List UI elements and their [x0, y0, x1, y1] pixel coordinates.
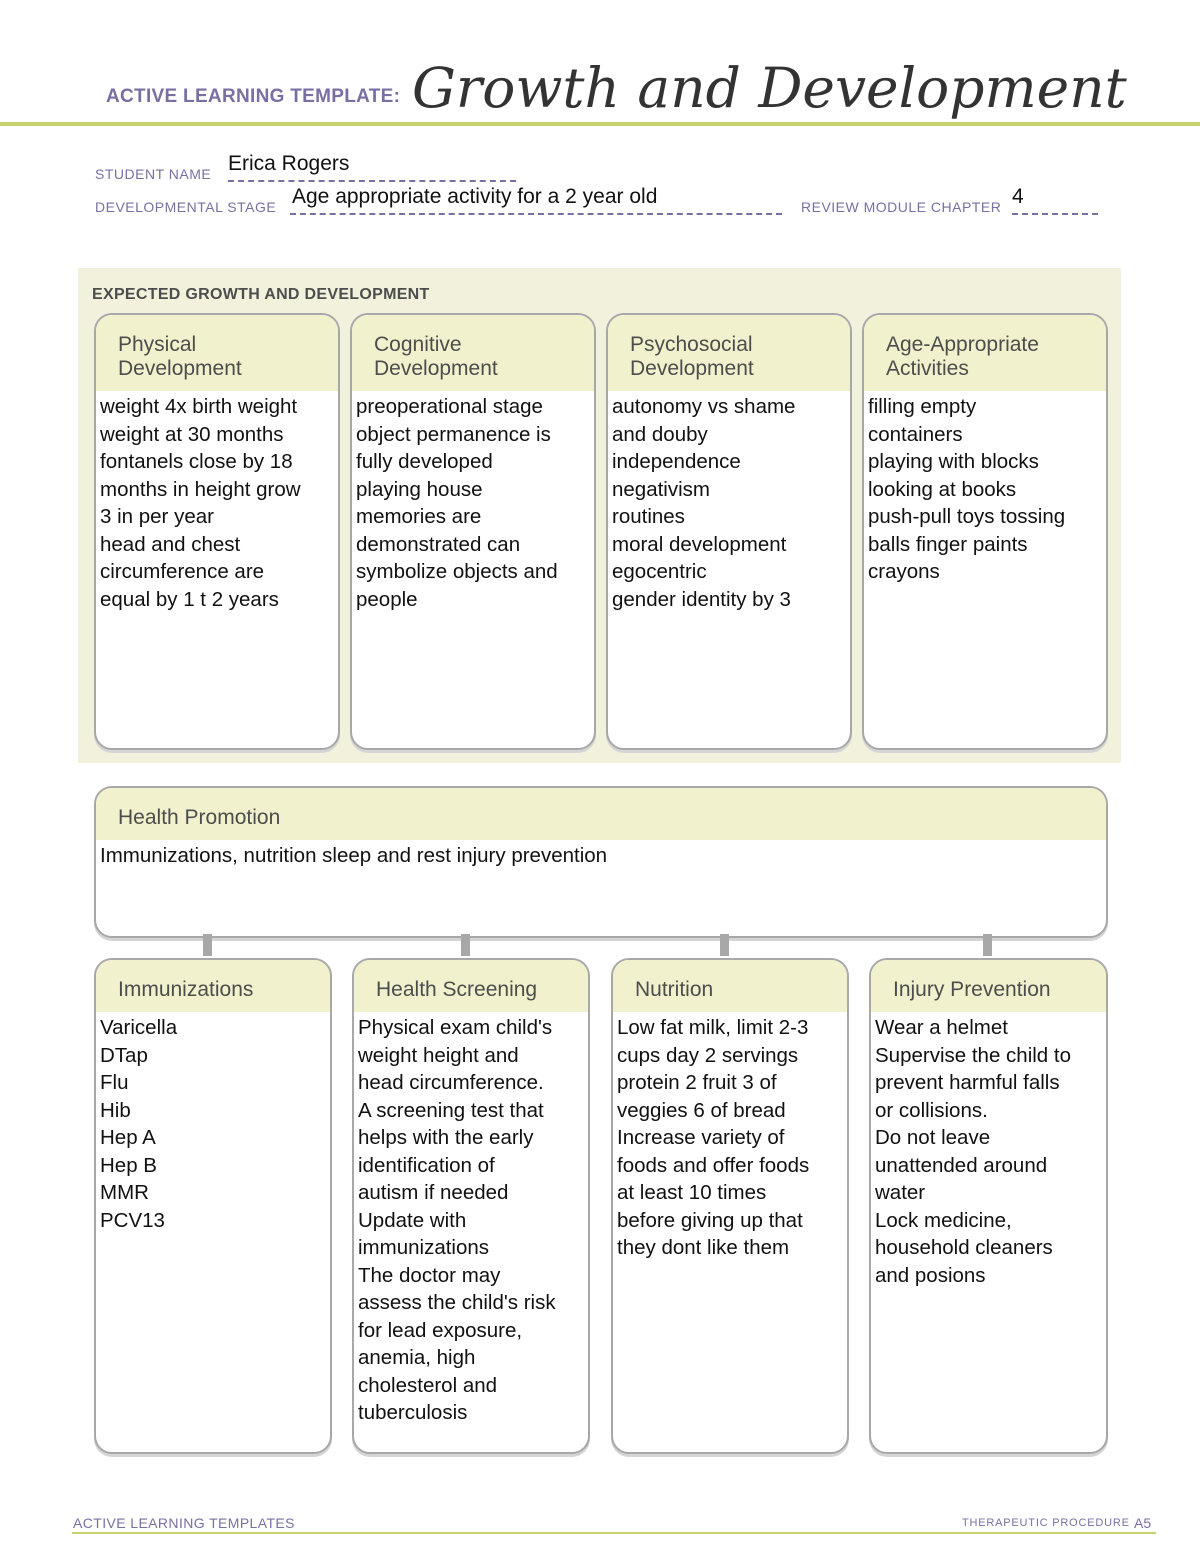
health-screening-card	[352, 958, 590, 1454]
psychosocial-development-card	[606, 313, 852, 750]
psychosocial-development-field[interactable]: autonomy vs shame and douby independence negativism routines moral development egocentric gender identity by 3	[612, 395, 796, 611]
cognitive-development-field[interactable]: preoperational stage object permanence is fully developed playing house memories are demonstrated can symbolize objects and people	[356, 395, 558, 611]
age-appropriate-activities-card	[862, 313, 1108, 750]
age-appropriate-activities-field[interactable]: filling empty containers playing with blocks looking at books push-pull toys tossing balls finger paints crayons	[868, 395, 1066, 583]
developmental-stage-field[interactable]: Age appropriate activity for a 2 year old	[292, 185, 658, 208]
immunizations-card	[94, 958, 332, 1454]
connector	[203, 934, 212, 956]
injury-prevention-heading: Injury Prevention	[871, 960, 1106, 1012]
connector	[720, 934, 729, 956]
cognitive-development-heading: Cognitive Development	[352, 315, 594, 391]
health-screening-heading: Health Screening	[354, 960, 588, 1012]
health-promotion-card	[94, 786, 1108, 938]
student-name-field[interactable]: Erica Rogers	[228, 152, 350, 175]
injury-prevention-card	[869, 958, 1108, 1454]
review-module-chapter-field[interactable]: 4	[1012, 185, 1024, 208]
template-label: ACTIVE LEARNING TEMPLATE:	[106, 86, 401, 107]
review-module-chapter-line	[1012, 213, 1098, 215]
injury-prevention-field[interactable]: Wear a helmet Supervise the child to prevent harmful falls or collisions. Do not leave unattended around water Lock medicine, household cleaners and posions	[875, 1016, 1072, 1287]
immunizations-heading: Immunizations	[96, 960, 330, 1012]
health-promotion-field[interactable]: Immunizations, nutrition sleep and rest injury prevention	[100, 844, 608, 867]
developmental-stage-label: DEVELOPMENTAL STAGE	[95, 199, 277, 215]
page-title: Growth and Development	[412, 56, 1127, 120]
developmental-stage-line	[290, 213, 782, 215]
physical-development-field[interactable]: weight 4x birth weight weight at 30 months fontanels close by 18 months in height grow 3 in per year head and chest circumference are equal by 1 t 2 years	[100, 395, 301, 611]
health-promotion-heading: Health Promotion	[96, 788, 1106, 840]
nutrition-card	[611, 958, 849, 1454]
review-module-chapter-label: REVIEW MODULE CHAPTER	[801, 199, 1002, 215]
footer-left-label: ACTIVE LEARNING TEMPLATES	[73, 1515, 295, 1531]
page-number: A5	[1134, 1515, 1152, 1531]
cognitive-development-card	[350, 313, 596, 750]
nutrition-field[interactable]: Low fat milk, limit 2-3 cups day 2 servings protein 2 fruit 3 of veggies 6 of bread Increase variety of foods and offer foods at least 10 times before giving up that they dont like them	[617, 1016, 810, 1259]
student-name-label: STUDENT NAME	[95, 166, 212, 182]
health-screening-field[interactable]: Physical exam child's weight height and head circumference. A screening test that helps with the early identification of autism if needed Update with immunizations The doctor may assess the child's risk for lead exposure, anemia, high cholesterol and tuberculosis	[358, 1016, 556, 1424]
psychosocial-development-heading: Psychosocial Development	[608, 315, 850, 391]
physical-development-heading: Physical Development	[96, 315, 338, 391]
immunizations-field[interactable]: Varicella DTap Flu Hib Hep A Hep B MMR PCV13	[100, 1016, 178, 1232]
expected-growth-title: EXPECTED GROWTH AND DEVELOPMENT	[92, 286, 430, 303]
header-divider	[0, 122, 1200, 126]
footer-right-label: THERAPEUTIC PROCEDURE	[962, 1517, 1130, 1529]
physical-development-card	[94, 313, 340, 750]
connector	[983, 934, 992, 956]
nutrition-heading: Nutrition	[613, 960, 847, 1012]
connector	[461, 934, 470, 956]
age-appropriate-activities-heading: Age-Appropriate Activities	[864, 315, 1106, 391]
student-name-line	[228, 180, 516, 182]
footer-divider	[72, 1532, 1156, 1534]
